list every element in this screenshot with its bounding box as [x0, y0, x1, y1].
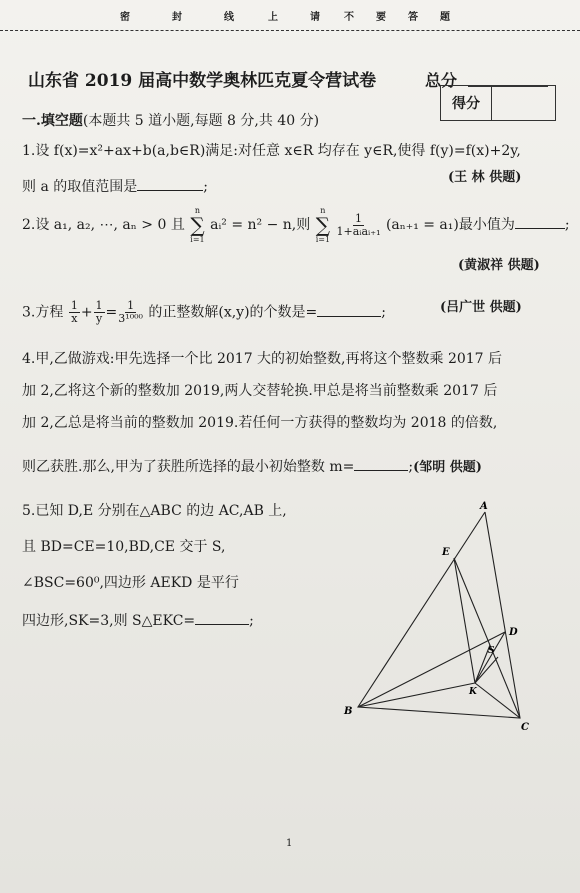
- q4-source: (邹明 供题): [413, 460, 482, 475]
- q3-fraction-rhs: $\frac{1}{\text{3¹⁰⁰⁰}}$: [118, 299, 143, 325]
- seal-char: 线: [224, 12, 236, 23]
- seal-char: 答: [408, 12, 420, 23]
- q4-line2: 加 2,乙将这个新的整数加 2019,两人交替轮换.甲总是将当前整数乘 2017 后: [22, 383, 498, 399]
- triangle-figure: [330, 495, 560, 740]
- label-s: S: [488, 646, 495, 656]
- q1-source: (王 林 供题): [448, 170, 522, 185]
- q3-answer-blank[interactable]: [317, 316, 381, 317]
- triangle-abc: [358, 512, 520, 718]
- q3-fraction-x: $\frac{1}{x}$: [70, 299, 78, 325]
- q5-line3: ∠BSC=60⁰,四边形 AEKD 是平行: [22, 575, 239, 591]
- q1-tail: ;: [203, 179, 208, 195]
- q1-line2: [22, 176, 208, 196]
- q4-answer-blank[interactable]: [354, 470, 408, 471]
- q4-line1: 4.甲,乙做游戏:甲先选择一个比 2017 大的初始整数,再将这个整数乘 2017 后: [22, 351, 503, 367]
- q3-lead: 3.方程: [22, 304, 64, 321]
- q2-lead: 2.设 a₁, a₂, ⋯, aₙ > 0 且: [22, 217, 185, 233]
- q4-tail: ;: [408, 459, 414, 475]
- seal-char: 题: [440, 12, 452, 23]
- total-score-label: 总分: [425, 71, 458, 90]
- q2-answer-blank[interactable]: [515, 228, 565, 229]
- seal-char: 上: [268, 12, 280, 23]
- segment-bk: [358, 683, 475, 707]
- q4-line4: [22, 456, 482, 476]
- q5-prompt: 四边形,SK=3,则 S△EKC=: [22, 613, 196, 629]
- q5-tail: ;: [249, 613, 254, 629]
- q2-fraction: $\frac{1}{\text{1+aᵢaᵢ₊₁}}$: [336, 211, 381, 238]
- q2-prompt: (aₙ₊₁ = a₁)最小值为: [385, 217, 515, 233]
- seal-char: 要: [376, 12, 388, 23]
- segment-ek: [454, 558, 475, 683]
- label-a: A: [480, 501, 488, 512]
- q2-line: [22, 206, 570, 244]
- q2-source: (黄淑祥 供题): [458, 258, 540, 273]
- seal-strip: [0, 4, 580, 31]
- q5-answer-blank[interactable]: [195, 624, 249, 625]
- label-e: E: [442, 547, 450, 558]
- seal-char: 请: [310, 12, 322, 23]
- q1-prompt: 则 a 的取值范围是: [22, 179, 138, 195]
- q3-source: (吕广世 供题): [440, 300, 522, 315]
- section-title: 一.填空题: [22, 113, 83, 129]
- label-c: C: [521, 722, 529, 733]
- q2-condition: aᵢ² = n² − n,则: [210, 217, 311, 233]
- q5-line2: 且 BD=CE=10,BD,CE 交于 S,: [22, 539, 226, 555]
- segment-ks: [475, 657, 498, 683]
- q3-prompt: 的正整数解(x,y)的个数是=: [148, 304, 318, 321]
- score-box: [440, 85, 556, 121]
- q1-answer-blank[interactable]: [137, 190, 203, 191]
- page-title: 山东省 2019 届高中数学奥林匹克夏令营试卷: [28, 71, 377, 91]
- seal-char: 密: [120, 12, 132, 23]
- q5-line1: 5.已知 D,E 分别在△ABC 的边 AC,AB 上,: [22, 503, 287, 519]
- section-rule: (本题共 5 道小题,每题 8 分,共 40 分): [82, 113, 320, 129]
- q2-tail: ;: [564, 217, 570, 233]
- segment-ce: [454, 558, 520, 718]
- sum-symbol: n ∑ i=1: [190, 206, 205, 244]
- label-b: B: [344, 706, 353, 717]
- seal-char: 不: [344, 12, 356, 23]
- page-number: 1: [286, 838, 293, 849]
- q3-fraction-y: $\frac{1}{y}$: [95, 299, 103, 325]
- seal-char: 封: [172, 12, 184, 23]
- label-d: D: [509, 627, 518, 638]
- q3-tail: ;: [381, 304, 387, 321]
- q5-line4: [22, 610, 254, 630]
- section-heading: [22, 110, 319, 130]
- label-k: K: [469, 687, 477, 697]
- sum-symbol: n ∑ i=1: [315, 206, 331, 244]
- q4-line3: 加 2,乙总是将当前的整数加 2019.若任何一方获得的整数均为 2018 的倍数,: [22, 415, 498, 431]
- score-cell[interactable]: [492, 86, 555, 120]
- q4-prompt: 则乙获胜.那么,甲为了获胜所选择的最小初始整数 m=: [22, 459, 355, 475]
- q3-line: 3.方程 $\frac{1}{x}$ + $\frac{1}{y}$ = $\frac{1}{\text{3¹⁰⁰⁰}}$ 的正整数解(x,y)的个数是= ;: [22, 299, 387, 325]
- score-label: 得分: [441, 86, 492, 120]
- q1-line1: 1.设 f(x)=x²+ax+b(a,b∈R)满足:对任意 x∈R 均存在 y∈R,使得 f(y)=f(x)+2y,: [22, 143, 521, 159]
